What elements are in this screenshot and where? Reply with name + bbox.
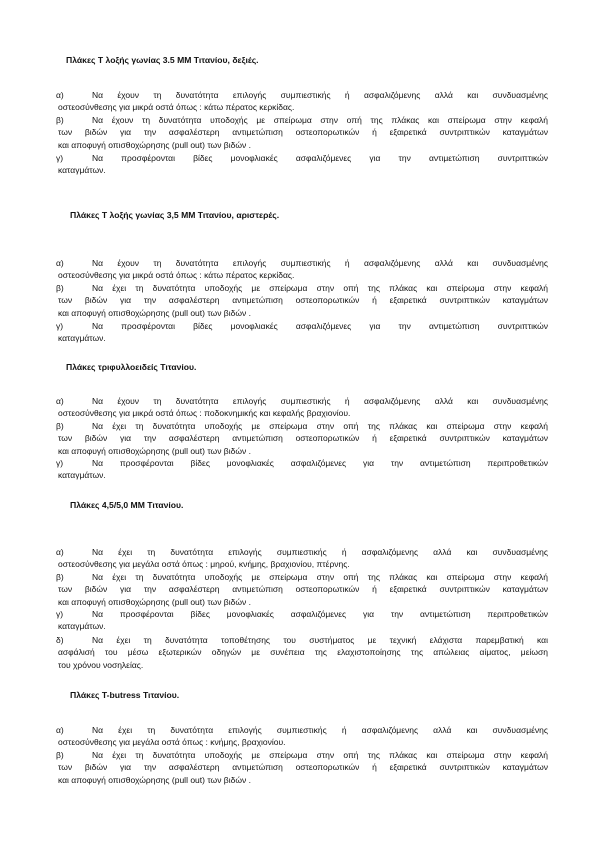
item-line: οστεοσύνθεσης για μικρά οστά όπως : κάτω πέρατος κερκίδας. — [58, 102, 295, 113]
item-line: καταγμάτων. — [58, 333, 106, 344]
item-label: β) — [56, 115, 64, 125]
list-item — [58, 152, 548, 177]
item-line: Να έχει τη δυνατότητα υποδοχής με σπείρωμα στην οπή της πλάκας και σπείρωμα στην κεφαλή — [92, 750, 548, 760]
item-line: οστεοσύνθεσης για μικρά οστά όπως : κάτω πέρατος κερκίδας. — [58, 270, 295, 281]
item-line: Να έχουν τη δυνατότητα επιλογής συμπιεστικής ή ασφαλιζόμενης αλλά και συνδυασμένης — [92, 396, 548, 406]
list-item — [58, 395, 548, 420]
item-label: γ) — [56, 321, 64, 331]
item-label: β) — [56, 750, 64, 760]
item-label: α) — [56, 396, 64, 406]
item-label: β) — [56, 283, 64, 293]
item-line: οστεοσύνθεσης για μεγάλα οστά όπως : κνήμης, βραχιονίου. — [58, 737, 286, 748]
item-line: Να έχουν τη δυνατότητα επιλογής συμπιεστικής ή ασφαλιζόμενης αλλά και συνδυασμένης — [92, 258, 548, 268]
list-item — [58, 114, 548, 151]
item-line: καταγμάτων. — [58, 621, 106, 632]
item-line: ασφάλισή του μέσω εξωτερικών οδηγών με συνέπεια της ελαχιστοποίησης της απώλειας αίματος, μείωση — [58, 647, 548, 658]
item-line: των βιδών για την ασφαλέστερη αντιμετώπιση οστεοπορωτικών ή εξαιρετικά συντριπτικών καταγμάτων — [58, 295, 548, 306]
item-line: των βιδών για την ασφαλέστερη αντιμετώπιση οστεοπορωτικών ή εξαιρετικά συντριπτικών καταγμάτων — [58, 762, 548, 773]
item-label: γ) — [56, 609, 64, 619]
item-line: και αποφυγή οπισθοχώρησης (pull out) των βιδών . — [58, 307, 251, 318]
item-label: α) — [56, 547, 64, 557]
list-item — [58, 320, 548, 345]
item-label: β) — [56, 421, 64, 431]
item-label: α) — [56, 725, 64, 735]
item-line: Να έχει τη δυνατότητα υποδοχής με σπείρωμα στην οπή της πλάκας και σπείρωμα στην κεφαλή — [92, 572, 548, 582]
item-line: Να έχουν τη δυνατότητα υποδοχής με σπείρωμα στην οπή της πλάκας και σπείρωμα στην κεφαλή — [92, 115, 548, 125]
item-line: των βιδών για την ασφαλέστερη αντιμετώπιση οστεοπορωτικών ή εξαιρετικά συντριπτικών καταγμάτων — [58, 584, 548, 595]
list-item — [58, 257, 548, 282]
item-line: οστεοσύνθεσης για μεγάλα οστά όπως : μηρού, κνήμης, βραχιονίου, πτέρνης. — [58, 559, 350, 570]
item-line: Να προσφέρονται βίδες μονοφλιακές ασφαλιζόμενες για την αντιμετώπιση συντριπτικών — [92, 153, 548, 163]
item-line: και αποφυγή οπισθοχώρησης (pull out) των βιδών . — [58, 596, 251, 607]
item-label: β) — [56, 572, 64, 582]
item-line: καταγμάτων. — [58, 470, 106, 481]
item-label: α) — [56, 90, 64, 100]
item-line: και αποφυγή οπισθοχώρησης (pull out) των βιδών . — [58, 445, 251, 456]
item-line: και αποφυγή οπισθοχώρησης (pull out) των βιδών . — [58, 774, 251, 785]
item-line: Να έχει τη δυνατότητα επιλογής συμπιεστικής ή ασφαλιζόμενης αλλά και συνδυασμένης — [92, 725, 548, 735]
list-item — [58, 724, 548, 749]
section-heading: Πλάκες τριφυλλοειδείς Τιτανίου. — [66, 362, 197, 372]
item-line: καταγμάτων. — [58, 165, 106, 176]
list-item — [58, 749, 548, 786]
list-item — [58, 608, 548, 633]
item-line: Να έχουν τη δυνατότητα επιλογής συμπιεστικής ή ασφαλιζόμενης αλλά και συνδυασμένης — [92, 90, 548, 100]
item-label: γ) — [56, 458, 64, 468]
item-line: Να προσφέρονται βίδες μονοφλιακές ασφαλιζόμενες για την αντιμετώπιση συντριπτικών — [92, 321, 548, 331]
list-item — [58, 282, 548, 319]
item-label: α) — [56, 258, 64, 268]
item-label: γ) — [56, 153, 64, 163]
item-line: Να έχει τη δυνατότητα επιλογής συμπιεστικής ή ασφαλιζόμενης αλλά και συνδυασμένης — [92, 547, 548, 557]
item-line: Να έχει τη δυνατότητα τοποθέτησης του συστήματος με τεχνική ελάχιστα παρεμβατική και — [92, 635, 548, 645]
item-line: του χρόνου νοσηλείας. — [58, 659, 144, 670]
item-line: Να έχει τη δυνατότητα υποδοχής με σπείρωμα στην οπή της πλάκας και σπείρωμα στην κεφαλή — [92, 421, 548, 431]
item-line: οστεοσύνθεσης για μικρά οστά όπως : ποδοκνημικής και κεφαλής βραχιονίου. — [58, 408, 351, 419]
item-label: δ) — [56, 635, 64, 645]
list-item — [58, 457, 548, 482]
section-heading: Πλάκες Τ λοξής γωνίας 3.5 ΜΜ Τιτανίου, δεξιές. — [66, 55, 259, 65]
list-item — [58, 89, 548, 114]
list-item — [58, 546, 548, 571]
list-item — [58, 571, 548, 608]
item-line: των βιδών για την ασφαλέστερη αντιμετώπιση οστεοπορωτικών ή εξαιρετικά συντριπτικών καταγμάτων — [58, 127, 548, 138]
item-line: και αποφυγή οπισθοχώρησης (pull out) των βιδών . — [58, 139, 251, 150]
section-heading: Πλάκες Τ λοξής γωνίας 3,5 ΜΜ Τιτανίου, αριστερές. — [70, 210, 280, 220]
list-item — [58, 420, 548, 457]
list-item — [58, 634, 548, 671]
item-line: Να προσφέρονται βίδες μονοφλιακές ασφαλιζόμενες για την αντιμετώπιση περιπροθετικών — [92, 609, 548, 619]
item-line: των βιδών για την ασφαλέστερη αντιμετώπιση οστεοπορωτικών ή εξαιρετικά συντριπτικών καταγμάτων — [58, 433, 548, 444]
item-line: Να προσφέρονται βίδες μονοφλιακές ασφαλιζόμενες για την αντιμετώπιση περιπροθετικών — [92, 458, 548, 468]
item-line: Να έχει τη δυνατότητα υποδοχής με σπείρωμα στην οπή της πλάκας και σπείρωμα στην κεφαλή — [92, 283, 548, 293]
section-heading: Πλάκες T-butress Τιτανίου. — [70, 690, 180, 700]
section-heading: Πλάκες 4,5/5,0 ΜΜ Τιτανίου. — [70, 500, 184, 510]
